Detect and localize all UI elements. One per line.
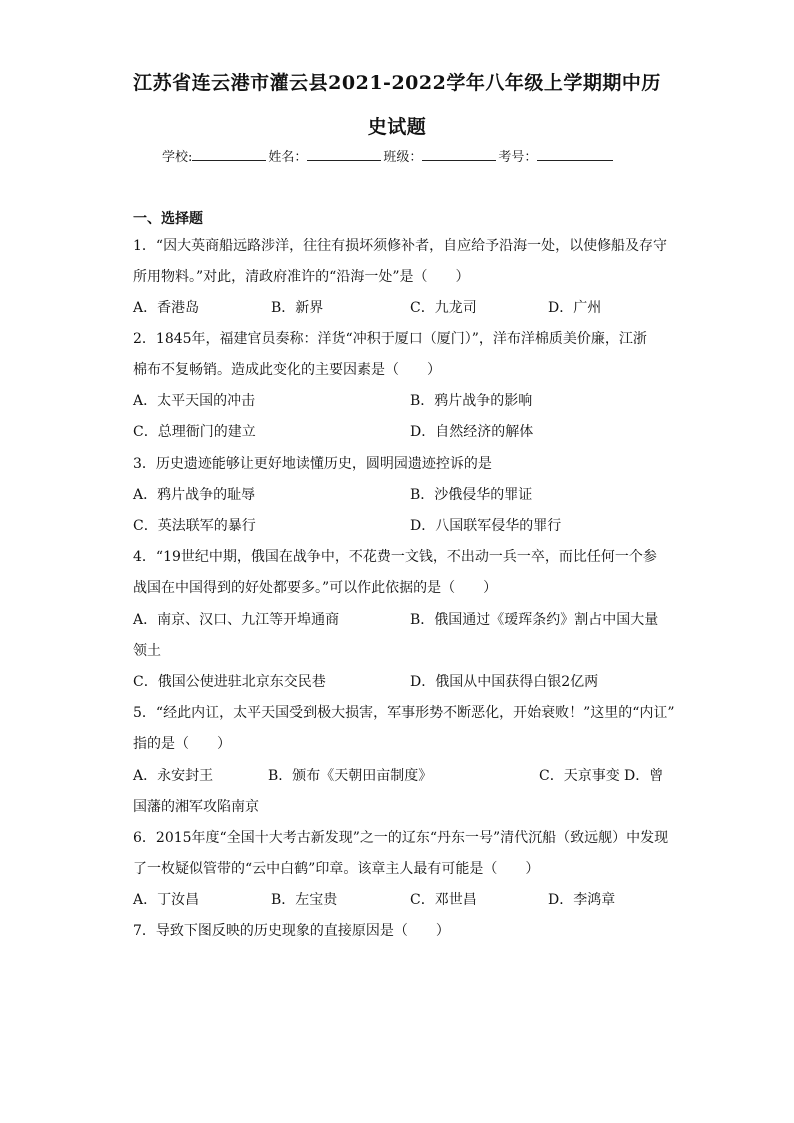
q4-stem-line-1: 4．“19世纪中期，俄国在战争中，不花费一文钱，不出动一兵一卒，而比任何一个参 — [133, 549, 657, 565]
q1-option-c[interactable]: C．九龙司 — [410, 300, 477, 316]
q5-option-a[interactable]: A．永安封王 — [133, 768, 214, 784]
q2-option-c[interactable]: C．总理衙门的建立 — [133, 424, 256, 440]
q1-option-b[interactable]: B．新界 — [271, 300, 324, 316]
school-label: 学校: — [162, 150, 193, 165]
q5-option-c[interactable]: C．天京事变 — [539, 768, 620, 784]
exam-title-line-1: 江苏省连云港市灌云县2021-2022学年八年级上学期期中历 — [133, 72, 661, 94]
q1-option-a[interactable]: A．香港岛 — [133, 300, 200, 316]
q4-option-c[interactable]: C．俄国公使进驻北京东交民巷 — [133, 674, 326, 690]
exam-title-line-2: 史试题 — [367, 116, 427, 138]
q1-stem-line-1: 1．“因大英商船远路涉洋，往往有损坏须修补者，自应给予沿海一处，以使修船及存守 — [133, 238, 668, 254]
q4-stem-line-2: 战国在中国得到的好处都要多。”可以作此依据的是（ ） — [133, 580, 498, 596]
q2-stem-line-2: 棉布不复畅销。造成此变化的主要因素是（ ） — [133, 362, 441, 378]
q4-option-a[interactable]: A．南京、汉口、九江等开埠通商 — [133, 612, 340, 628]
q2-option-a[interactable]: A．太平天国的冲击 — [133, 393, 256, 409]
q5-option-d-continued: 国藩的湘军攻陷南京 — [133, 799, 259, 815]
q3-option-c[interactable]: C．英法联军的暴行 — [133, 518, 256, 534]
q6-option-d[interactable]: D．李鸿章 — [548, 892, 616, 908]
q2-option-d[interactable]: D．自然经济的解体 — [410, 424, 534, 440]
q6-option-b[interactable]: B．左宝贵 — [271, 892, 338, 908]
q2-stem-line-1: 2．1845年，福建官员奏称：洋货“冲积于厦口（厦门）”，洋布洋棉质美价廉，江浙 — [133, 331, 647, 347]
number-label: 考号： — [498, 150, 538, 165]
q3-option-a[interactable]: A．鸦片战争的耻辱 — [133, 487, 256, 503]
q3-stem-line-1: 3．历史遗迹能够让更好地读懂历史，圆明园遗迹控诉的是 — [133, 456, 492, 472]
q4-option-b-continued: 领土 — [133, 643, 161, 659]
q2-option-b[interactable]: B．鸦片战争的影响 — [410, 393, 533, 409]
q7-stem-line-1: 7．导致下图反映的历史现象的直接原因是（ ） — [133, 923, 450, 939]
q1-option-d[interactable]: D．广州 — [548, 300, 602, 316]
q5-stem-line-2: 指的是（ ） — [133, 736, 231, 752]
name-label: 姓名： — [268, 150, 308, 165]
q3-option-b[interactable]: B．沙俄侵华的罪证 — [410, 487, 533, 503]
class-label: 班级： — [383, 150, 423, 165]
q5-stem-line-1: 5．“经此内讧，太平天国受到极大损害，军事形势不断恶化，开始衰败！”这里的“内讧” — [133, 705, 675, 721]
q5-option-b[interactable]: B．颁布《天朝田亩制度》 — [268, 768, 433, 784]
q4-option-b[interactable]: B．俄国通过《瑷珲条约》割占中国大量 — [410, 612, 659, 628]
q1-stem-line-2: 所用物料。”对此，清政府准许的“沿海一处”是（ ） — [133, 269, 470, 285]
name-blank[interactable] — [307, 148, 381, 161]
student-info-row — [162, 146, 615, 165]
q6-stem-line-2: 了一枚疑似管带的“云中白鹤”印章。该章主人最有可能是（ ） — [133, 861, 540, 877]
class-blank[interactable] — [422, 148, 496, 161]
q4-option-d[interactable]: D．俄国从中国获得白银2亿两 — [410, 674, 599, 690]
q5-option-d[interactable]: D．曾 — [624, 768, 664, 784]
school-blank[interactable] — [192, 148, 266, 161]
q6-option-a[interactable]: A．丁汝昌 — [133, 892, 200, 908]
number-blank[interactable] — [537, 148, 613, 161]
q3-option-d[interactable]: D．八国联军侵华的罪行 — [410, 518, 562, 534]
q6-option-c[interactable]: C．邓世昌 — [410, 892, 477, 908]
section-title: 一、选择题 — [133, 211, 203, 227]
q6-stem-line-1: 6．2015年度“全国十大考古新发现”之一的辽东“丹东一号”清代沉船（致远舰）中发现 — [133, 830, 669, 846]
